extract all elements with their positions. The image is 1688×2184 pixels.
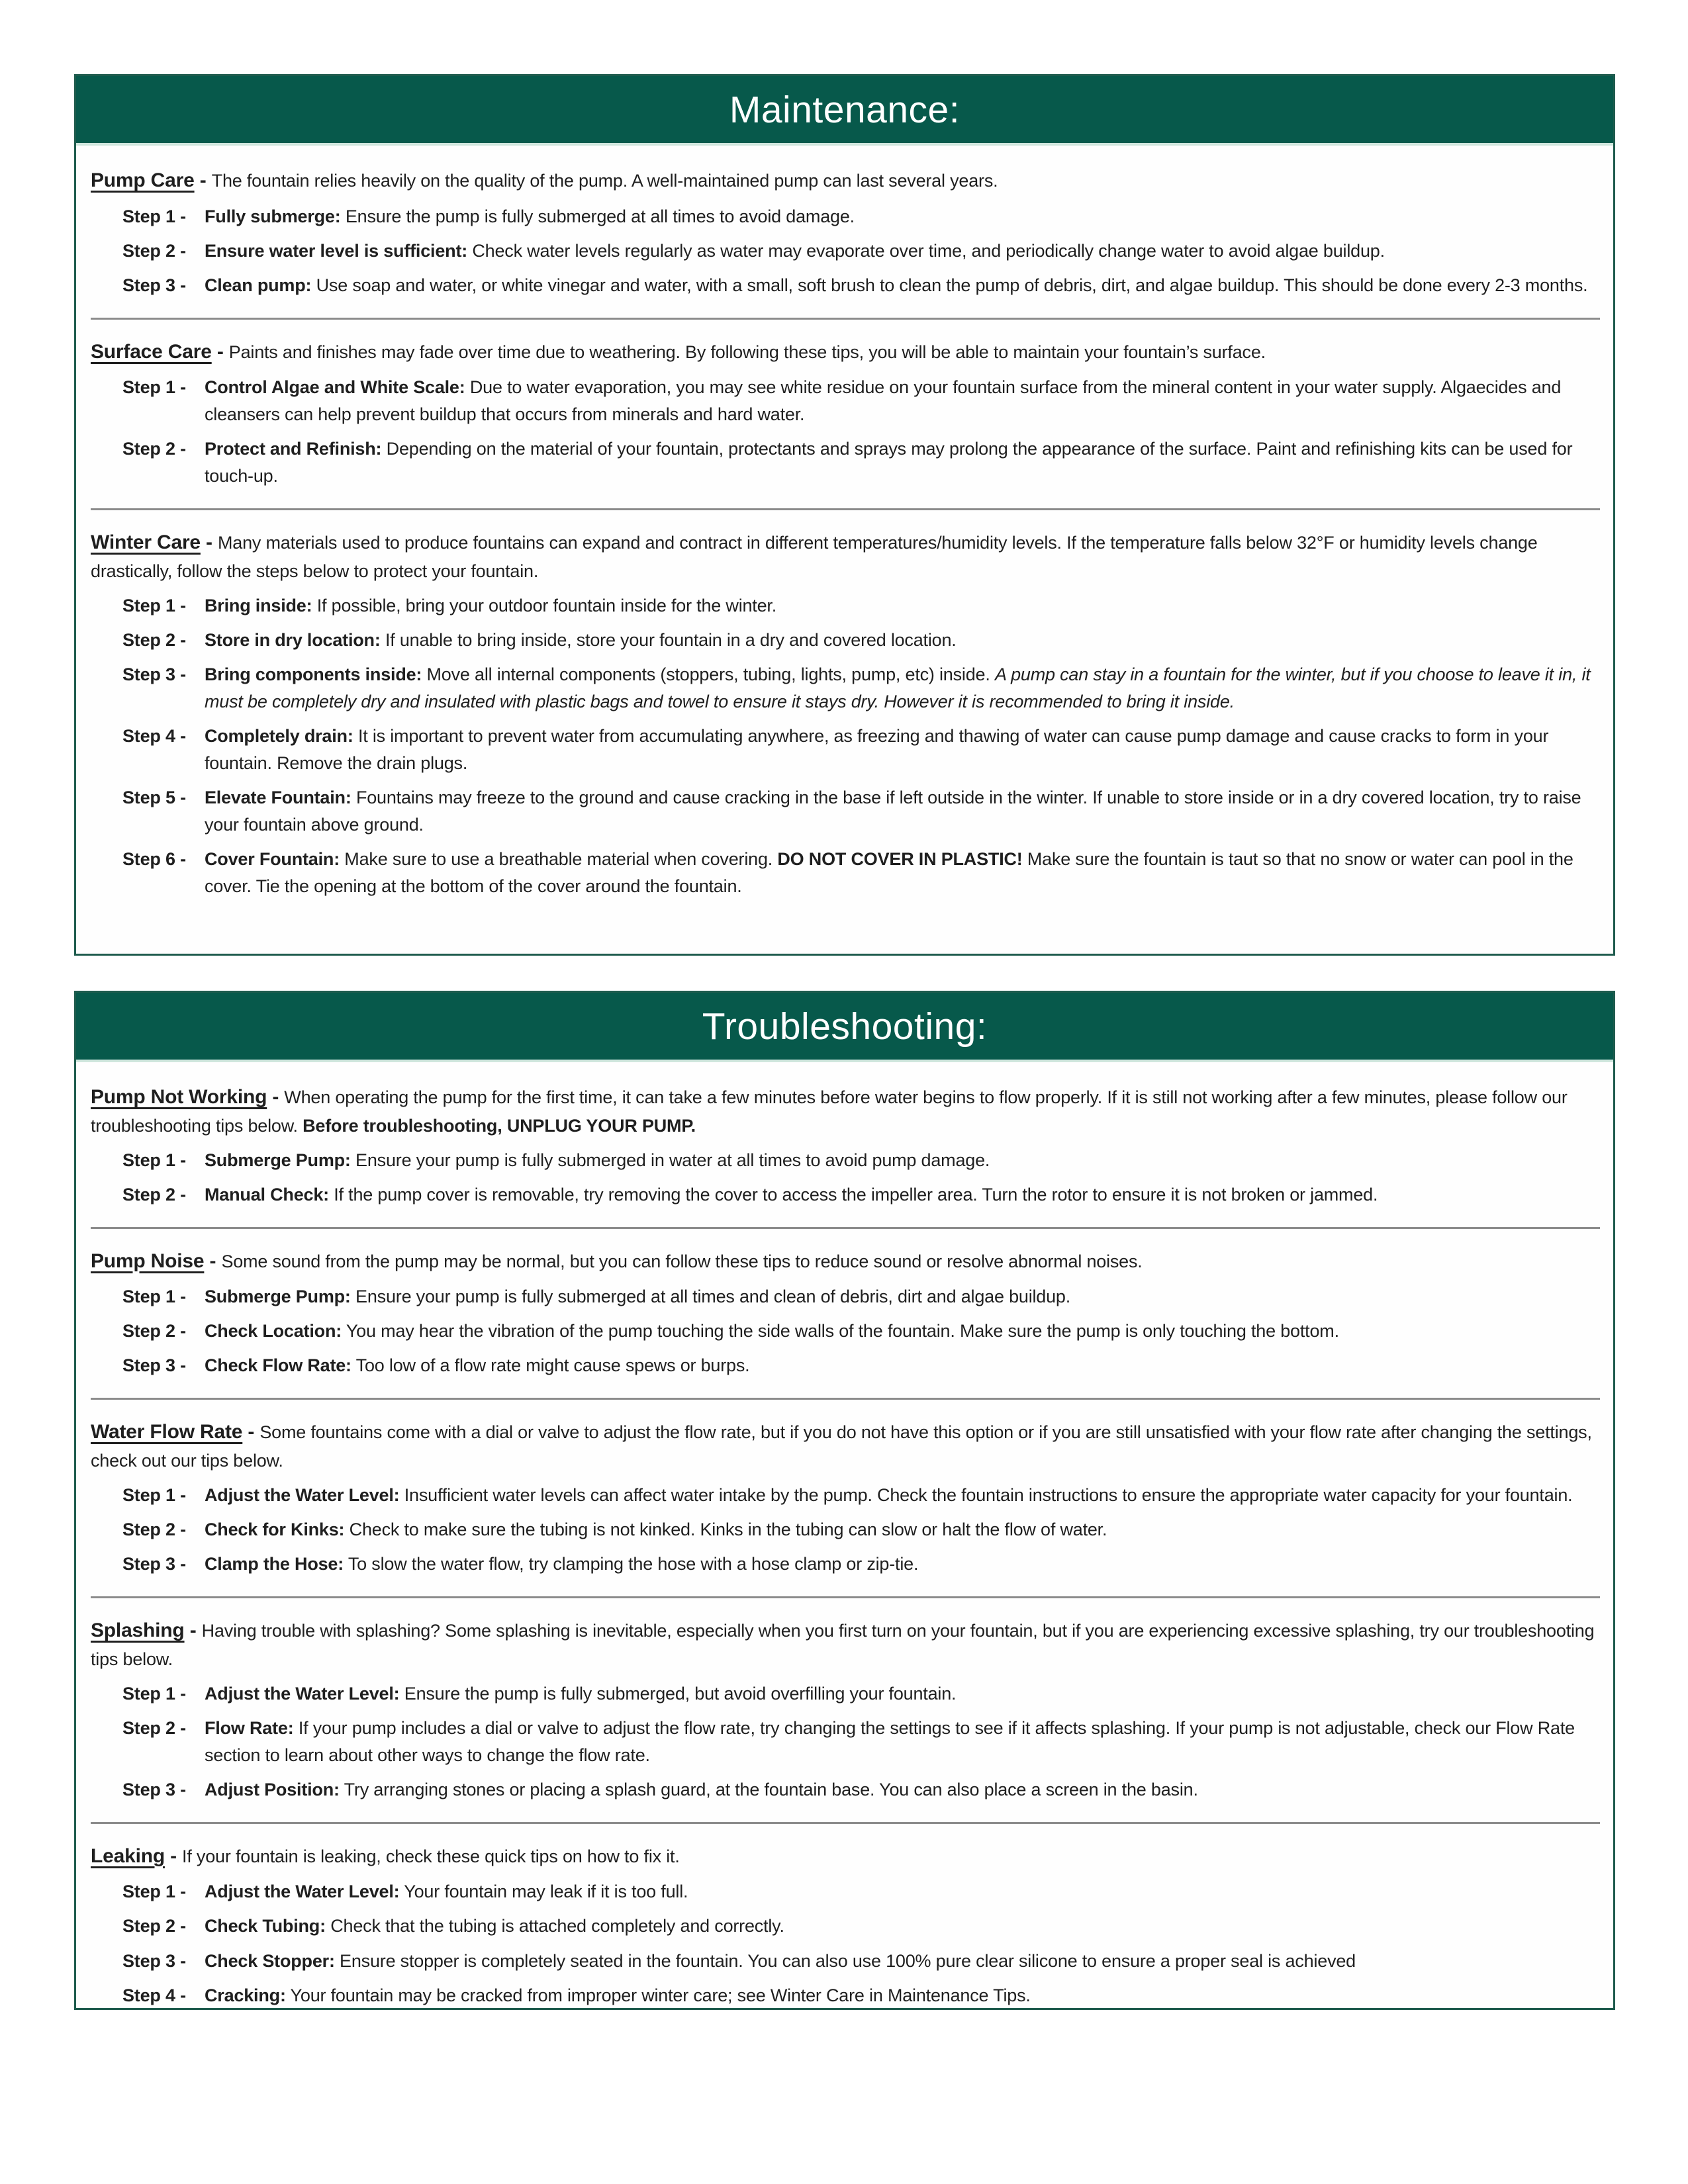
- text-segment: Too low of a flow rate might cause spews or burps.: [351, 1355, 750, 1376]
- step-text: [205, 1680, 1600, 1707]
- section-pump-noise: [91, 1227, 1600, 1398]
- step-number: Step 2 -: [122, 1916, 186, 1936]
- text-segment: Check Location:: [205, 1321, 342, 1342]
- step-text: [205, 1948, 1600, 1975]
- section-intro: [91, 165, 1600, 196]
- section-name: Pump Not Working: [91, 1086, 267, 1108]
- step-text: [205, 592, 1600, 619]
- section-intro: [91, 527, 1600, 585]
- step-text: [205, 1551, 1600, 1578]
- step-text: [205, 272, 1600, 299]
- step-row: [91, 1715, 1600, 1769]
- step-number: Step 1 -: [122, 596, 186, 616]
- step-row: [91, 1878, 1600, 1905]
- step-text: [205, 1715, 1600, 1769]
- step-number: Step 2 -: [122, 439, 186, 459]
- step-number: Step 4 -: [122, 1985, 186, 2005]
- section-dash: -: [184, 1619, 202, 1642]
- text-segment: To slow the water flow, try clamping the hose with a hose clamp or zip-tie.: [344, 1554, 919, 1574]
- text-segment: Check Tubing:: [205, 1916, 326, 1936]
- step-row: [91, 1680, 1600, 1707]
- step-text: [205, 435, 1600, 490]
- step-text: [205, 784, 1600, 839]
- step-row: [91, 1551, 1600, 1578]
- step-row: [91, 1982, 1600, 2009]
- step-text: [205, 374, 1600, 428]
- text-segment: If your fountain is leaking, check these quick tips on how to fix it.: [182, 1846, 680, 1866]
- text-segment: Cover Fountain:: [205, 849, 340, 870]
- section-dash: -: [200, 531, 218, 554]
- section-name: Winter Care: [91, 531, 201, 554]
- step-text: [205, 1181, 1600, 1208]
- step-number: Step 1 -: [122, 1882, 186, 1902]
- step-row: [91, 723, 1600, 777]
- text-segment: Depending on the material of your fountain, protectants and sprays may prolong the appearance of the surface. Paint and refinishing kits can be used for touch-up.: [205, 439, 1573, 486]
- step-text: [205, 1913, 1600, 1940]
- step-number: Step 1 -: [122, 1150, 186, 1170]
- text-segment: Control Algae and White Scale:: [205, 377, 465, 398]
- step-row: [91, 1147, 1600, 1174]
- text-segment: Check Flow Rate:: [205, 1355, 352, 1376]
- section-intro: [91, 337, 1600, 367]
- section-intro: [91, 1082, 1600, 1140]
- text-segment: Paints and finishes may fade over time due to weathering. By following these tips, you will be able to maintain your fountain’s surface.: [228, 341, 1266, 362]
- text-segment: Store in dry location:: [205, 630, 381, 651]
- step-text: [205, 203, 1600, 230]
- step-number: Step 1 -: [122, 206, 186, 226]
- step-number: Step 6 -: [122, 849, 186, 870]
- step-row: [91, 1283, 1600, 1310]
- text-segment: Fully submerge:: [205, 206, 341, 226]
- text-segment: Your fountain may be cracked from improper winter care; see Winter Care in Maintenance Tips.: [285, 1985, 1031, 2005]
- section-dash: -: [211, 340, 229, 363]
- text-segment: Some fountains come with a dial or valve to adjust the flow rate, but if you do not have this option or if you are still unsatisfied with your flow rate after changing the settings, check out our tips below.: [91, 1422, 1592, 1471]
- step-number: Step 1 -: [122, 1485, 186, 1505]
- step-row: [91, 592, 1600, 619]
- step-number: Step 3 -: [122, 1779, 186, 1799]
- section-dash: -: [164, 1844, 183, 1867]
- text-segment: Check to make sure the tubing is not kinked. Kinks in the tubing can slow or halt the flow of water.: [344, 1520, 1107, 1540]
- step-text: [205, 1516, 1600, 1543]
- step-row: [91, 1913, 1600, 1940]
- text-segment: Try arranging stones or placing a splash guard, at the fountain base. You can also place a screen in the basin.: [339, 1779, 1198, 1799]
- step-row: [91, 435, 1600, 490]
- text-segment: It is important to prevent water from accumulating anywhere, as freezing and thawing of water can cause pump damage and cause cracks to form in your fountain. Remove the drain plugs.: [205, 726, 1549, 774]
- text-segment: Adjust the Water Level:: [205, 1485, 400, 1505]
- text-segment: If possible, bring your outdoor fountain inside for the winter.: [312, 596, 777, 616]
- step-row: [91, 1352, 1600, 1379]
- step-number: Step 2 -: [122, 1184, 186, 1205]
- step-text: [205, 1776, 1600, 1803]
- maintenance-panel: [74, 74, 1615, 956]
- text-segment: If your pump includes a dial or valve to adjust the flow rate, try changing the settings to see if it affects splashing. If your pump is not adjustable, check our Flow Rate section to learn about other ways to change the flow rate.: [205, 1717, 1575, 1765]
- text-segment: Ensure your pump is fully submerged at all times and clean of debris, dirt and algae buildup.: [350, 1287, 1071, 1307]
- text-segment: Bring inside:: [205, 596, 312, 616]
- step-number: Step 2 -: [122, 1717, 186, 1738]
- section-water-flow-rate: [91, 1398, 1600, 1596]
- step-number: Step 3 -: [122, 664, 186, 685]
- text-segment: Make sure to use a breathable material when covering.: [340, 849, 778, 870]
- step-text: [205, 1878, 1600, 1905]
- step-row: [91, 203, 1600, 230]
- text-segment: Move all internal components (stoppers, tubing, lights, pump, etc) inside.: [422, 664, 995, 685]
- text-segment: Before troubleshooting, UNPLUG YOUR PUMP.: [303, 1115, 696, 1136]
- step-number: Step 3 -: [122, 1554, 186, 1574]
- section-name: Pump Care: [91, 169, 195, 191]
- step-row: [91, 784, 1600, 839]
- section-pump-care: [91, 148, 1600, 318]
- text-segment: Check for Kinks:: [205, 1520, 345, 1540]
- step-row: [91, 238, 1600, 265]
- text-segment: When operating the pump for the first time, it can take a few minutes before water begins to flow properly. If it is still not working after a few minutes, please follow our troubleshooting tips below.: [91, 1087, 1568, 1136]
- step-row: [91, 1181, 1600, 1208]
- text-segment: Protect and Refinish:: [205, 439, 382, 459]
- step-text: [205, 1982, 1600, 2009]
- text-segment: Flow Rate:: [205, 1717, 294, 1738]
- section-dash: -: [194, 169, 212, 191]
- step-row: [91, 1948, 1600, 1975]
- text-segment: Insufficient water levels can affect water intake by the pump. Check the fountain instructions to ensure the appropriate water capacity for your fountain.: [399, 1485, 1573, 1505]
- text-segment: Manual Check:: [205, 1184, 329, 1205]
- text-segment: Bring components inside:: [205, 664, 422, 685]
- step-text: [205, 846, 1600, 900]
- step-row: [91, 1776, 1600, 1803]
- text-segment: Submerge Pump:: [205, 1150, 351, 1170]
- text-segment: Many materials used to produce fountains can expand and contract in different temperatures/humidity levels. If the temperature falls below 32°F or humidity levels change drastically, follow the steps below to protect your fountain.: [91, 533, 1538, 581]
- step-number: Step 2 -: [122, 1321, 186, 1342]
- text-segment: Ensure the pump is fully submerged at all times to avoid damage.: [340, 206, 855, 226]
- step-text: [205, 1283, 1600, 1310]
- text-segment: Clamp the Hose:: [205, 1554, 344, 1574]
- text-segment: Ensure stopper is completely seated in the fountain. You can also use 100% pure clear silicone to ensure a proper seal is achieved: [334, 1950, 1356, 1971]
- step-number: Step 5 -: [122, 788, 186, 808]
- text-segment: Submerge Pump:: [205, 1287, 351, 1307]
- text-segment: Fountains may freeze to the ground and cause cracking in the base if left outside in the winter. If unable to store inside or in a dry covered location, try to raise your fountain above ground.: [205, 788, 1581, 835]
- text-segment: Your fountain may leak if it is too full.: [399, 1882, 688, 1902]
- text-segment: Some sound from the pump may be normal, but you can follow these tips to reduce sound or resolve abnormal noises.: [221, 1251, 1143, 1271]
- text-segment: Having trouble with splashing? Some splashing is inevitable, especially when you first turn on your fountain, but if you are experiencing excessive splashing, try our troubleshooting tips below.: [91, 1621, 1595, 1669]
- step-row: [91, 627, 1600, 654]
- section-intro: [91, 1841, 1600, 1872]
- text-segment: Use soap and water, or white vinegar and water, with a small, soft brush to clean the pump of debris, dirt, and algae buildup. This should be done every 2-3 months.: [311, 275, 1588, 295]
- step-number: Step 1 -: [122, 377, 186, 398]
- section-intro: [91, 1246, 1600, 1277]
- step-number: Step 1 -: [122, 1287, 186, 1307]
- step-text: [205, 1318, 1600, 1345]
- text-segment: The fountain relies heavily on the quality of the pump. A well-maintained pump can last several years.: [211, 171, 998, 191]
- section-intro: [91, 1615, 1600, 1673]
- step-text: [205, 1147, 1600, 1174]
- section-winter-care: [91, 508, 1600, 919]
- step-text: [205, 627, 1600, 654]
- text-segment: Clean pump:: [205, 275, 312, 295]
- step-text: [205, 238, 1600, 265]
- text-segment: Elevate Fountain:: [205, 788, 352, 808]
- step-row: [91, 661, 1600, 715]
- text-segment: You may hear the vibration of the pump touching the side walls of the fountain. Make sure the pump is only touching the bottom.: [342, 1321, 1339, 1342]
- step-row: [91, 272, 1600, 299]
- section-dash: -: [242, 1421, 260, 1443]
- text-segment: Completely drain:: [205, 726, 353, 747]
- section-dash: -: [267, 1086, 285, 1108]
- troubleshooting-content: [76, 1062, 1613, 2010]
- text-segment: Ensure your pump is fully submerged in water at all times to avoid pump damage.: [350, 1150, 990, 1170]
- text-segment: DO NOT COVER IN PLASTIC!: [777, 849, 1023, 870]
- step-row: [91, 1482, 1600, 1509]
- text-segment: Adjust the Water Level:: [205, 1882, 400, 1902]
- maintenance-content: [76, 146, 1613, 919]
- section-name: Water Flow Rate: [91, 1421, 243, 1443]
- step-text: [205, 1352, 1600, 1379]
- section-dash: -: [204, 1250, 222, 1272]
- section-intro: [91, 1417, 1600, 1475]
- text-segment: A pump can stay in a fountain for the winter, but if you choose to leave it in, it must be completely dry and insulated with plastic bags and towel to ensure it stays dry. However it is recommended to bring it inside.: [205, 664, 1591, 712]
- text-segment: Ensure the pump is fully submerged, but avoid overfilling your fountain.: [399, 1683, 957, 1704]
- step-number: Step 4 -: [122, 726, 186, 747]
- step-row: [91, 374, 1600, 428]
- section-leaking: [91, 1822, 1600, 2010]
- troubleshooting-panel: [74, 991, 1615, 2010]
- maintenance-header-bar: [76, 76, 1613, 146]
- text-segment: Due to water evaporation, you may see white residue on your fountain surface from the mineral content in your water supply. Algaecides and cleansers can help prevent buildup that occurs from minerals and hard water.: [205, 377, 1562, 425]
- section-name: Surface Care: [91, 340, 212, 363]
- step-number: Step 3 -: [122, 1355, 186, 1376]
- step-text: [205, 1482, 1600, 1509]
- text-segment: Ensure water level is sufficient:: [205, 240, 468, 261]
- step-row: [91, 1318, 1600, 1345]
- step-number: Step 3 -: [122, 275, 186, 295]
- section-name: Pump Noise: [91, 1250, 205, 1272]
- section-pump-not-working: [91, 1065, 1600, 1227]
- text-segment: Check that the tubing is attached completely and correctly.: [325, 1916, 784, 1936]
- text-segment: If the pump cover is removable, try removing the cover to access the impeller area. Turn the rotor to ensure it is not broken or jammed.: [328, 1184, 1378, 1205]
- troubleshooting-header-bar: [76, 993, 1613, 1062]
- step-row: [91, 846, 1600, 900]
- section-name: Leaking: [91, 1844, 165, 1867]
- step-number: Step 2 -: [122, 240, 186, 261]
- text-segment: Adjust Position:: [205, 1779, 340, 1799]
- text-segment: Check Stopper:: [205, 1950, 335, 1971]
- step-text: [205, 723, 1600, 777]
- maintenance-title: Maintenance:: [729, 88, 961, 131]
- step-row: [91, 1516, 1600, 1543]
- text-segment: Check water levels regularly as water may evaporate over time, and periodically change water to avoid algae buildup.: [467, 240, 1385, 261]
- section-name: Splashing: [91, 1619, 185, 1642]
- step-number: Step 3 -: [122, 1950, 186, 1971]
- step-number: Step 2 -: [122, 630, 186, 651]
- text-segment: If unable to bring inside, store your fountain in a dry and covered location.: [380, 630, 957, 651]
- section-splashing: [91, 1596, 1600, 1822]
- step-number: Step 2 -: [122, 1520, 186, 1540]
- text-segment: Adjust the Water Level:: [205, 1683, 400, 1704]
- text-segment: Make sure the fountain is taut so that no snow or water can pool in the cover. Tie the opening at the bottom of the cover around the fountain.: [205, 849, 1573, 897]
- text-segment: Cracking:: [205, 1985, 286, 2005]
- step-number: Step 1 -: [122, 1683, 186, 1704]
- section-surface-care: [91, 318, 1600, 509]
- step-text: [205, 661, 1600, 715]
- troubleshooting-title: Troubleshooting:: [702, 1005, 988, 1048]
